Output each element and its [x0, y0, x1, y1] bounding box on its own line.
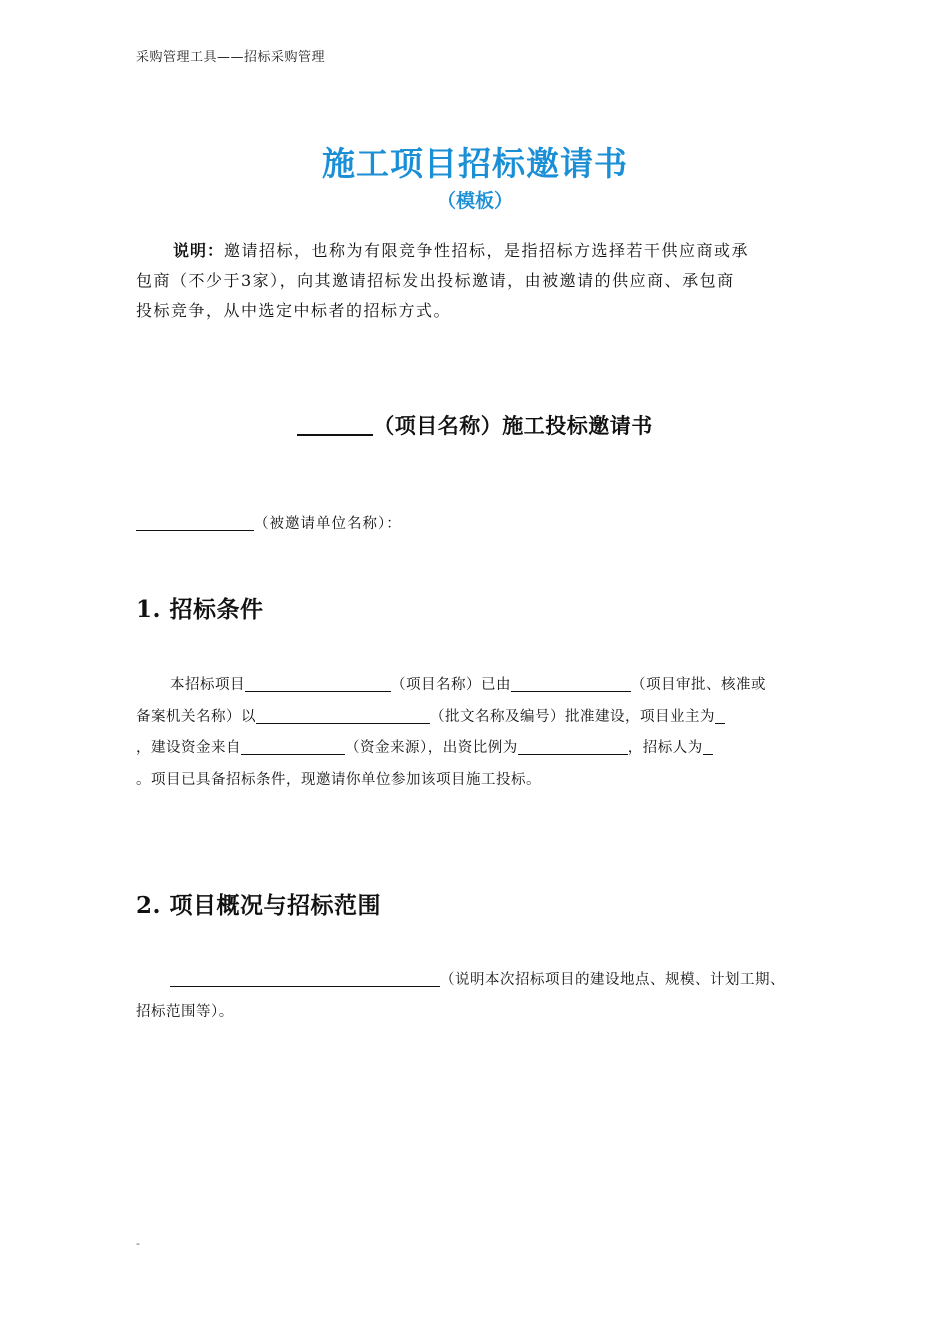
description-line-3: 投标竞争，从中选定中标者的招标方式。 [136, 301, 452, 320]
project-name-field [245, 675, 391, 692]
s1-text-g: （资金来源），出资比例为 [345, 740, 518, 756]
approval-document-field [256, 707, 430, 724]
funding-ratio-field [518, 738, 628, 755]
owner-field [715, 707, 725, 724]
s2-text-b: 招标范围等）。 [136, 1003, 234, 1020]
description-line-2: 包商（不少于3家），向其邀请招标发出投标邀请，由被邀请的供应商、承包商 [136, 271, 735, 290]
s1-text-a: 本招标项目 [170, 677, 245, 693]
description-label: 说明： [173, 241, 225, 260]
invitation-title-text: （项目名称）施工投标邀请书 [373, 414, 653, 438]
section-2-paragraph [136, 965, 826, 1028]
footer-mark: - [136, 1237, 140, 1250]
addressee-text: （被邀请单位名称）： [254, 516, 402, 532]
s1-text-b: （项目名称）已由 [391, 677, 511, 693]
s1-text-d: 备案机关名称）以 [136, 708, 256, 725]
section-1-heading: 1. 招标条件 [136, 596, 264, 623]
invitation-title [0, 410, 950, 440]
section-1-paragraph [136, 670, 826, 796]
page-header: 采购管理工具——招标采购管理 [136, 50, 326, 65]
section-2-line-1 [136, 965, 826, 997]
description-line-1: 邀请招标，也称为有限竞争性招标，是指招标方选择若干供应商或承 [224, 241, 750, 260]
section-1-line-1 [136, 670, 826, 702]
section-2-heading: 2. 项目概况与招标范围 [136, 892, 382, 919]
document-title: 施工项目招标邀请书 [322, 144, 628, 183]
project-name-blank [297, 412, 373, 436]
description-paragraph [136, 236, 816, 326]
section-2-line-2 [136, 997, 826, 1029]
approval-authority-field [511, 675, 631, 692]
section-1-line-3 [136, 733, 826, 765]
document-subtitle: （模板） [436, 190, 513, 212]
section-1-line-2 [136, 702, 826, 734]
fund-source-field [241, 738, 345, 755]
s1-text-f: ，建设资金来自 [136, 740, 241, 756]
s1-text-h: ，招标人为 [627, 740, 703, 756]
tenderer-field [703, 738, 713, 755]
project-overview-field [170, 970, 440, 987]
addressee-line [136, 512, 402, 533]
s1-text-c: （项目审批、核准或 [631, 677, 766, 693]
s1-text-e: （批文名称及编号）批准建设，项目业主为 [430, 708, 715, 725]
section-1-line-4 [136, 765, 826, 797]
s2-text-a: （说明本次招标项目的建设地点、规模、计划工期、 [440, 972, 785, 988]
s1-text-i: 。项目已具备招标条件，现邀请你单位参加该项目施工投标。 [136, 771, 541, 788]
invitee-name-blank [136, 514, 254, 531]
